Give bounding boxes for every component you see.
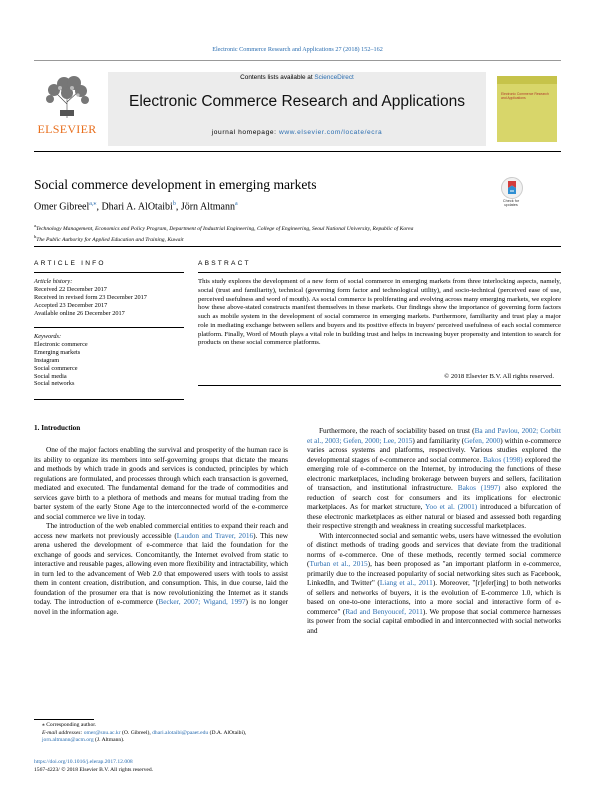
affiliation-rule: [34, 246, 561, 247]
text-run: ) and familiarity (: [412, 435, 465, 445]
cover-title: Electronic Commerce Research and Applications: [501, 92, 549, 100]
author-affil-link[interactable]: a,⁎: [89, 201, 97, 207]
article-info-heading: ARTICLE INFO: [34, 260, 106, 267]
citation-link[interactable]: Gefen, 2000: [464, 435, 501, 445]
author-affil-link[interactable]: b: [172, 201, 176, 207]
author-name: Dhari A. AlOtaibi: [101, 201, 173, 213]
crossmark-icon: [501, 177, 523, 199]
keyword: Electronic commerce: [34, 340, 88, 348]
elsevier-logo[interactable]: [34, 72, 100, 138]
body-column-right: [307, 426, 561, 635]
journal-homepage: [108, 129, 486, 136]
author-name: Omer Gibreel: [34, 201, 90, 213]
citation-link[interactable]: Ba and Pavlou, 2002; Corbitt et al., 2003; Gefen, 2000; Lee, 2015: [307, 426, 561, 445]
author-affil-link[interactable]: a: [235, 201, 238, 207]
cover-band: [497, 76, 557, 84]
keywords: [34, 333, 184, 388]
affiliation-sup: a: [34, 223, 36, 228]
paragraph: [307, 426, 561, 531]
footnote-corresponding: [34, 722, 288, 745]
history-item: Received in revised form 23 December 2017: [34, 293, 147, 301]
author-sep: ,: [96, 201, 102, 213]
keyword: Social media: [34, 372, 67, 380]
affiliation-item: [34, 233, 561, 244]
history-item: Available online 26 December 2017: [34, 309, 125, 317]
affiliations: [34, 222, 561, 244]
crossmark-badge[interactable]: [498, 176, 524, 210]
article-info-rule: [34, 272, 184, 273]
crossmark-bookmark-icon: [502, 178, 522, 198]
email-link[interactable]: dhari.alotaibi@paaet.edu: [152, 729, 209, 736]
citation-link[interactable]: Liang et al., 2011: [379, 578, 433, 587]
footnote-rule: [34, 719, 94, 720]
citation-link[interactable]: Turban et al., 2015: [309, 559, 368, 568]
contents-prefix: Contents lists available at: [240, 74, 315, 81]
doi-block: [34, 759, 288, 774]
citation-link[interactable]: Bakos (1998): [483, 454, 523, 464]
email-owner: (J. Altmann).: [93, 737, 125, 744]
homepage-link[interactable]: www.elsevier.com/locate/ecra: [278, 129, 383, 136]
text-run: also explored the reduction of search cost for consumers and its implications for electronic marketplaces. As for market structure,: [307, 483, 561, 511]
homepage-prefix: journal homepage:: [211, 129, 279, 136]
keyword: Social commerce: [34, 364, 78, 372]
paragraph: One of the major factors enabling the survival and prosperity of the human race is its ability to organize its members into self-governing groups that dictate the means and methods by which trade in goods and services is conducted, principles by which regulations are formulated, and processes through which each transaction is governed, mediated and executed. The fundamental demand for the trade of commodities and services gave birth to a plethora of methods and means for mutual trading from the barter system of the early Stone Age to the interconnected world of the e-commerce and social commerce we live in today.: [34, 445, 288, 521]
affiliation-text: The Public Authority for Applied Education and Training, Kuwait: [36, 236, 184, 243]
text-run: ). Moreover, "[r]efer[ing] to both networks of sellers and networks of buyers, it is the evolution of E-commerce 1.0, which is based on one-to-one interactions, into a more social and interactive form of e-commerce" (: [307, 578, 562, 616]
abstract-rule: [198, 272, 561, 273]
affiliation-text: Technology Management, Economics and Policy Program, Department of Industrial Engineering, College of Engineering, Seoul National University, Republic of Korea: [36, 225, 414, 232]
elsevier-tree-icon: [42, 74, 92, 118]
article-history: [34, 278, 184, 318]
abstract-heading: ABSTRACT: [198, 260, 251, 267]
author-name: Jörn Altmann: [180, 201, 235, 213]
email-owner: (O. Gibreel),: [120, 729, 153, 736]
citation-link[interactable]: Bakos (1997): [457, 483, 501, 492]
issn-copyright: 1567-4223/ © 2018 Elsevier B.V. All rights reserved.: [34, 766, 154, 773]
contents-line: [108, 74, 486, 81]
citation-link[interactable]: Becker, 2007; Wigand, 1997: [158, 597, 246, 606]
abstract-copyright: © 2018 Elsevier B.V. All rights reserved.: [444, 373, 554, 380]
journal-title: Electronic Commerce Research and Applications: [129, 93, 465, 110]
paragraph: [307, 531, 561, 636]
email-addresses: [34, 730, 288, 745]
crossmark-label: Check for updates: [502, 199, 520, 208]
text-run: ) is no longer novel in the information age.: [34, 597, 288, 616]
text-run: explored the emerging role of e-commerce on the Internet, by introducing the functions of these electronic marketplaces, including brokerage between buyers and sellers, facilitation of transaction, and institutional infrastructure.: [307, 454, 562, 492]
text-run: ). This new arena ushered the development of e-commerce that laid the foundation for the exchange of goods and services. Concomitantly, the Internet evolved from static to interactive and reusable pages, allowing even more flexibility and intractability, which in turn led to the advancement of Web 2.0 that empowered users with tools to assist them in content creation, distribution, and consumption. This, in due course, laid the foundation of the prosumer era that is now revolutionizing the Internet as it stands today. The introduction of e-commerce (: [34, 530, 288, 606]
keyword: Social networks: [34, 380, 75, 388]
article-title: Social commerce development in emerging markets: [34, 177, 317, 192]
history-item: Accepted 23 December 2017: [34, 301, 108, 309]
keyword: Instagram: [34, 356, 60, 364]
author-list: [34, 200, 238, 212]
paragraph: [34, 521, 288, 616]
doi-link[interactable]: https://doi.org/10.1016/j.elerap.2017.12.008: [34, 759, 133, 765]
text-run: With interconnected social and semantic webs, users have witnessed the evolution of distinct methods of trading goods and services that deviate from the traditional norms of e-commerce. One of these methods, recently termed social commerce (: [307, 530, 561, 568]
text-run: The introduction of the web enabled commercial entities to expand their reach and access new markets not previously accessible (: [34, 521, 288, 540]
affiliation-item: [34, 222, 561, 233]
abstract-bottom-rule: [198, 385, 561, 386]
keywords-bottom-rule: [34, 399, 184, 400]
email-link[interactable]: jorn.altmann@acm.org: [42, 737, 94, 744]
history-item: Received 22 December 2017: [34, 285, 107, 293]
history-label: Article history:: [34, 278, 73, 285]
elsevier-wordmark: ELSEVIER: [37, 122, 97, 136]
citation-link[interactable]: Laudon and Traver, 2016: [176, 530, 254, 540]
citation-link[interactable]: Rad and Benyoucef, 2011: [345, 606, 423, 616]
text-run: ), has been proposed as "an important platform in e-commerce, primarily due to the increased popularity of social networking sites such as Facebook, LinkedIn, and Twitter" (: [307, 559, 562, 587]
author-sep: ,: [175, 201, 181, 213]
body-column-left: [34, 445, 288, 616]
corresponding-author-note: ⁎ Corresponding author.: [42, 722, 97, 728]
journal-citation[interactable]: Electronic Commerce Research and Applications 27 (2018) 152–162: [212, 46, 383, 53]
text-run: introduced a bifurcation of these electronic marketplaces as either natural or biased and assessed both regarding their respective strength and weakness in creating successful marketplaces.: [307, 502, 561, 530]
email-owner: (D.A. AlOtaibi),: [208, 729, 247, 736]
text-run: ). We propose that social commerce harnesses its power from the social capital embodied in and interconnected with social networks and: [307, 606, 561, 635]
journal-cover-thumbnail[interactable]: [493, 72, 561, 146]
abstract-text: This study explores the development of a new form of social commerce in emerging markets from three interlocking aspects, namely, social (trust and familiarity), technical (governing form factor and technological utility), and socio-technical (perceived ease of use, perceived usefulness and word of mouth). As social commerce is proliferating and evolving across many emerging markets, we explore how these above-stated constructs manifest themselves in these markets. Our findings show the importance of governing form factors such as mobile system in the development of social commerce in emerging markets. Furthermore, familiarity and trust play a major role in mediating exchange between sellers and buyers and its positive effects in buyers' perceived usefulness of each social commerce platform. Finally, Word of Mouth plays a vital role in building trust and helps in increasing buyer propensity and intention to search for products on these social commerce platforms.: [198, 278, 561, 347]
email-label: E-mail addresses:: [42, 729, 84, 736]
history-keywords-rule: [34, 327, 184, 328]
sciencedirect-link[interactable]: ScienceDirect: [314, 74, 354, 81]
email-link[interactable]: omer@snu.ac.kr: [83, 729, 121, 736]
section-heading: 1. Introduction: [34, 424, 81, 432]
affiliation-sup: b: [34, 233, 37, 239]
cover-background: [497, 76, 557, 142]
text-run: ) within e-commerce varies across systems and platforms, respectively. Various studies explored the developmental stages of e-commerce and social commerce.: [307, 435, 561, 464]
text-run: Furthermore, the reach of sociability based on trust (: [319, 426, 475, 435]
citation-link[interactable]: Yoo et al. (2001): [425, 502, 478, 511]
keyword: Emerging markets: [34, 348, 81, 356]
top-rule: [34, 60, 561, 61]
header-rule: [34, 151, 561, 152]
keywords-label: Keywords:: [34, 333, 62, 340]
